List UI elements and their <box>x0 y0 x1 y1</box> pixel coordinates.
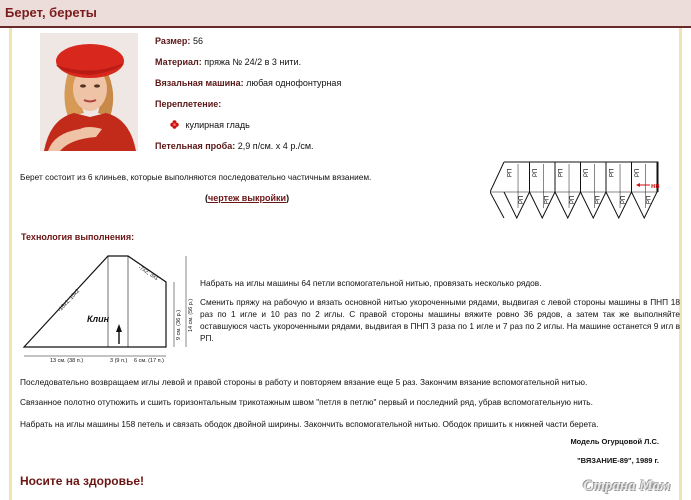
schematic-wedge-label: РП <box>544 195 551 204</box>
bottom-left-label: 13 см. (38 п.) <box>50 358 84 364</box>
schematic-wedge-label: РП <box>621 195 628 204</box>
schematic-wedge-label: РП <box>507 168 514 177</box>
wedge-schematic <box>490 152 668 222</box>
spec-size: Размер: 56 <box>155 36 203 46</box>
farewell-text: Носите на здоровье! <box>20 474 145 488</box>
wedge-diagram <box>20 252 200 364</box>
title-bar <box>0 0 691 28</box>
schematic-wedge-label: РП <box>519 195 526 204</box>
paragraph-2: Сменить пряжу на рабочую и вязать основной нитью укороченными рядами, выдвигая с левой стороны машины в ПНП 18 раз по 1 игле и 10 раз по 2 иглы. С правой стороны машины вяжите ровно 36 рядов, а затем так же выполняйте оставшуюся часть укороченными рядами, выдвигая в ПНП 3 раза по 1 игле и 7 раз по 2 иглы. На машине останется 9 игл в РП. <box>200 297 680 343</box>
wedge-label: Клин <box>87 314 110 324</box>
side-inner-label: 9 см. (36 р.) <box>176 309 182 340</box>
signature-source: "ВЯЗАНИЕ-89", 1989 г. <box>577 456 659 465</box>
frame-left <box>9 28 12 500</box>
schematic-wedge-label: РП <box>533 168 540 177</box>
photo-illustration <box>40 33 138 151</box>
page-title: Берет, береты <box>5 5 97 20</box>
flower-bullet-icon <box>170 120 179 129</box>
paragraph-1: Набрать на иглы машины 64 петли вспомогательной нитью, провязать несколько рядов. <box>200 278 542 288</box>
spec-weave: Переплетение: <box>155 99 222 109</box>
tech-heading: Технология выполнения: <box>21 232 135 242</box>
watermark: Страна Мам <box>583 478 671 494</box>
bottom-right-label: 6 см. (17 п.) <box>134 358 164 364</box>
model-photo <box>40 33 138 151</box>
left-slope-label: -18х1; 10х2 <box>57 288 82 314</box>
schematic-wedge-label: РП <box>635 168 642 177</box>
spec-weave-item: кулирная гладь <box>170 120 250 130</box>
pattern-link: (чертеж выкройки) <box>205 193 290 203</box>
spec-machine: Вязальная машина: любая однофонтурная <box>155 78 342 88</box>
right-slope-label: -7х2; 3х1 <box>136 264 160 282</box>
paragraph-3: Последовательно возвращаем иглы левой и правой стороны в работу и повторяем вязание еще 5 раз. Закончим вязание вспомогательной нитью. <box>20 377 588 387</box>
spec-material: Материал: пряжа № 24/2 в 3 нити. <box>155 57 302 67</box>
signature-model: Модель Огурцовой Л.С. <box>570 437 659 446</box>
schematic-wedge-label: РП <box>570 195 577 204</box>
direction-label: нв <box>651 183 660 190</box>
pattern-link-anchor[interactable]: чертеж выкройки <box>208 193 287 203</box>
spec-gauge: Петельная проба: 2,9 п/см. х 4 р./см. <box>155 141 314 151</box>
side-outer-label: 14 см. (56 р.) <box>188 298 194 332</box>
paragraph-4: Связанное полотно отутюжить и сшить горизонтальным трикотажным швом "петля в петлю" первый и последний ряд, убрав вспомогательную нить. <box>20 397 593 407</box>
schematic-wedge-label: РП <box>595 195 602 204</box>
schematic-wedge-label: РП <box>609 168 616 177</box>
schematic-wedge-label: РП <box>558 168 565 177</box>
schematic-wedge-label: РП <box>584 168 591 177</box>
bottom-mid-label: 3 (9 п.) <box>110 358 128 364</box>
schematic-wedge-label: РП <box>646 195 653 204</box>
paragraph-5: Набрать на иглы машины 158 петель и связать ободок двойной ширины. Закончить вспомогательной нитью. Ободок пришить к нижней части берета. <box>20 419 599 429</box>
intro-text: Берет состоит из 6 клиньев, которые выполняются последовательно частичным вязанием. <box>20 172 372 182</box>
